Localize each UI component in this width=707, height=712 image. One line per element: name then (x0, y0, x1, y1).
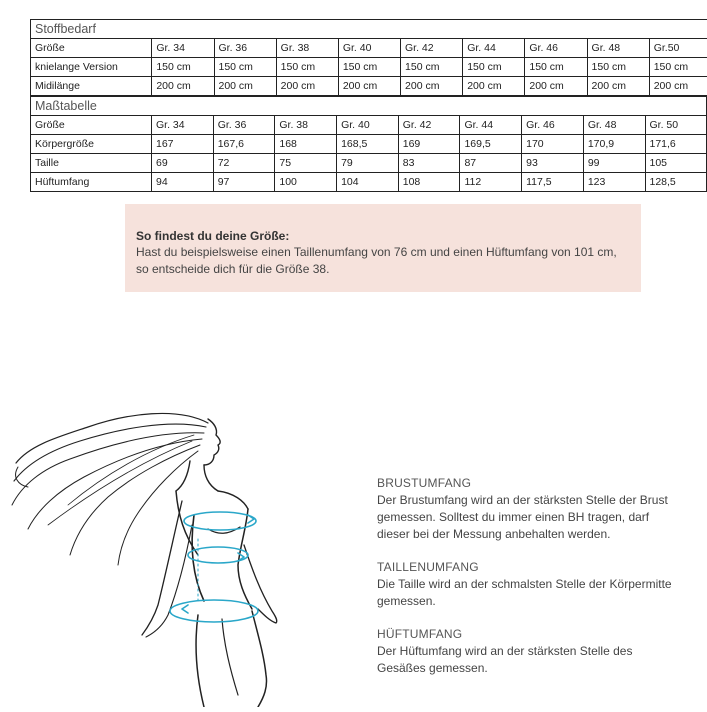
row-label: Hüftumfang (31, 173, 152, 192)
table-cell: Gr. 36 (214, 39, 276, 58)
table-cell: 150 cm (463, 58, 525, 77)
table-cell: 104 (337, 173, 399, 192)
table-cell: Gr. 50 (645, 116, 707, 135)
table-cell: 83 (398, 154, 460, 173)
table-cell: 150 cm (649, 58, 707, 77)
table-cell: Gr. 46 (525, 39, 587, 58)
table-cell: 72 (213, 154, 275, 173)
woman-measurement-illustration-icon (8, 405, 308, 707)
table-cell: Gr. 48 (587, 39, 649, 58)
tip-heading: So findest du deine Größe: (136, 229, 631, 243)
row-label: Körpergröße (31, 135, 152, 154)
table-cell: Gr.50 (649, 39, 707, 58)
table-cell: 150 cm (338, 58, 400, 77)
row-label: Midilänge (31, 77, 152, 96)
table-cell: 168 (275, 135, 337, 154)
table-cell: 169 (398, 135, 460, 154)
measurement-heading: BRUSTUMFANG (377, 475, 677, 492)
table-cell: 105 (645, 154, 707, 173)
table-cell: 171,6 (645, 135, 707, 154)
table-cell: 150 cm (525, 58, 587, 77)
measurement-section (377, 626, 677, 677)
table-cell: Gr. 36 (213, 116, 275, 135)
table-cell: 150 cm (214, 58, 276, 77)
table-cell: 128,5 (645, 173, 707, 192)
table-cell: Gr. 34 (152, 39, 214, 58)
table-cell: Gr. 42 (401, 39, 463, 58)
table-cell: Gr. 38 (275, 116, 337, 135)
table-cell: Gr. 42 (398, 116, 460, 135)
table-cell: 200 cm (463, 77, 525, 96)
size-table-title: Maßtabelle (31, 97, 707, 116)
table-cell: 167 (152, 135, 214, 154)
table-cell: 99 (583, 154, 645, 173)
table-cell: 200 cm (338, 77, 400, 96)
row-label: Taille (31, 154, 152, 173)
measurement-instructions (377, 475, 677, 693)
table-cell: 200 cm (214, 77, 276, 96)
measurement-text: Der Hüftumfang wird an der stärksten Stelle des Gesäßes gemessen. (377, 643, 677, 677)
table-row (31, 58, 707, 77)
table-row (31, 135, 707, 154)
table-cell: 117,5 (522, 173, 584, 192)
table-cell: 169,5 (460, 135, 522, 154)
table-cell: 167,6 (213, 135, 275, 154)
table-row (31, 116, 707, 135)
table-cell: 112 (460, 173, 522, 192)
table-cell: Gr. 34 (152, 116, 214, 135)
table-cell: 170,9 (583, 135, 645, 154)
table-cell: 150 cm (276, 58, 338, 77)
table-row (31, 173, 707, 192)
table-cell: 168,5 (337, 135, 399, 154)
table-cell: 150 cm (401, 58, 463, 77)
table-cell: Gr. 44 (463, 39, 525, 58)
row-label: Größe (31, 116, 152, 135)
fabric-table-title: Stoffbedarf (31, 20, 707, 39)
table-cell: 150 cm (152, 58, 214, 77)
size-chart-table (30, 96, 707, 192)
table-cell: 108 (398, 173, 460, 192)
table-cell: 87 (460, 154, 522, 173)
measurement-heading: TAILLENUMFANG (377, 559, 677, 576)
table-cell: 200 cm (525, 77, 587, 96)
measurement-section (377, 475, 677, 543)
table-cell: Gr. 44 (460, 116, 522, 135)
table-cell: 97 (213, 173, 275, 192)
measurement-section (377, 559, 677, 610)
table-cell: Gr. 40 (338, 39, 400, 58)
table-row (31, 77, 707, 96)
table-cell: Gr. 40 (337, 116, 399, 135)
table-cell: 150 cm (587, 58, 649, 77)
table-cell: 79 (337, 154, 399, 173)
table-row (31, 154, 707, 173)
table-cell: 69 (152, 154, 214, 173)
table-cell: 200 cm (587, 77, 649, 96)
table-cell: 200 cm (649, 77, 707, 96)
table-cell: Gr. 38 (276, 39, 338, 58)
size-tip-box (125, 204, 641, 292)
fabric-requirement-table (30, 19, 707, 96)
row-label: knielange Version (31, 58, 152, 77)
table-cell: 200 cm (152, 77, 214, 96)
tip-body: Hast du beispielsweise einen Taillenumfang von 76 cm und einen Hüftumfang von 101 cm, so entscheide dich für die Größe 38. (136, 244, 631, 278)
table-cell: 75 (275, 154, 337, 173)
table-cell: Gr. 48 (583, 116, 645, 135)
table-cell: 93 (522, 154, 584, 173)
table-cell: 100 (275, 173, 337, 192)
measurement-text: Der Brustumfang wird an der stärksten Stelle der Brust gemessen. Solltest du immer einen BH tragen, darf dieser bei der Messung anbehalten werden. (377, 492, 677, 543)
table-cell: 123 (583, 173, 645, 192)
table-cell: 200 cm (276, 77, 338, 96)
table-cell: Gr. 46 (522, 116, 584, 135)
measurement-heading: HÜFTUMFANG (377, 626, 677, 643)
table-cell: 94 (152, 173, 214, 192)
table-row (31, 39, 707, 58)
row-label: Größe (31, 39, 152, 58)
table-cell: 170 (522, 135, 584, 154)
table-cell: 200 cm (401, 77, 463, 96)
measurement-text: Die Taille wird an der schmalsten Stelle der Körpermitte gemessen. (377, 576, 677, 610)
